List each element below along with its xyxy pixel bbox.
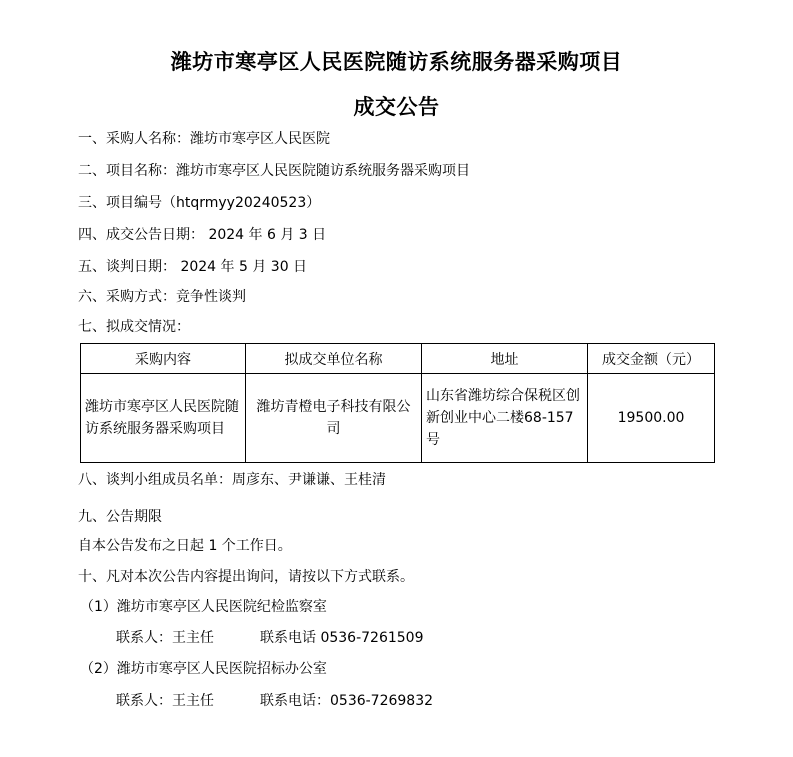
period-heading: 九、公告期限 (78, 509, 162, 525)
header-amount: 成交金额（元） (588, 344, 715, 374)
header-address: 地址 (422, 344, 588, 374)
negotiation-date-line: 五、谈判日期： 2024 年 5 月 30 日 (78, 259, 308, 275)
cell-supplier: 潍坊青橙电子科技有限公司 (246, 374, 422, 463)
header-content: 采购内容 (81, 344, 246, 374)
cell-address: 山东省潍坊综合保税区创新创业中心二楼68-157号 (422, 374, 588, 463)
project-name-line: 二、项目名称：潍坊市寒亭区人民医院随访系统服务器采购项目 (78, 163, 470, 179)
contact-heading: 十、凡对本次公告内容提出询问，请按以下方式联系。 (78, 569, 414, 585)
header-supplier: 拟成交单位名称 (246, 344, 422, 374)
cell-content: 潍坊市寒亭区人民医院随访系统服务器采购项目 (81, 374, 246, 463)
buyer-line: 一、采购人名称：潍坊市寒亭区人民医院 (78, 131, 330, 147)
table-row (81, 374, 715, 463)
table-header-row (81, 344, 715, 374)
contact1-person: 联系人：王主任 (116, 630, 214, 646)
contact1-phone: 联系电话 0536-7261509 (260, 630, 424, 646)
contact2-person: 联系人：王主任 (116, 693, 214, 709)
contact1-org: （1）潍坊市寒亭区人民医院纪检监察室 (80, 599, 327, 615)
procurement-method-line: 六、采购方式：竞争性谈判 (78, 289, 246, 305)
announcement-date-line: 四、成交公告日期： 2024 年 6 月 3 日 (78, 227, 327, 243)
cell-amount: 19500.00 (588, 374, 715, 463)
award-heading: 七、拟成交情况： (78, 319, 190, 335)
contact2-org: （2）潍坊市寒亭区人民医院招标办公室 (80, 661, 327, 677)
period-text: 自本公告发布之日起 1 个工作日。 (78, 538, 292, 554)
project-number-line: 三、项目编号（htqrmyy20240523） (78, 195, 321, 211)
contact2-phone: 联系电话：0536-7269832 (260, 693, 434, 709)
document-subtitle: 成交公告 (353, 94, 440, 119)
award-table (80, 343, 715, 463)
negotiation-team-line: 八、谈判小组成员名单：周彦东、尹谦谦、王桂清 (78, 472, 386, 488)
document-title: 潍坊市寒亭区人民医院随访系统服务器采购项目 (170, 49, 623, 74)
